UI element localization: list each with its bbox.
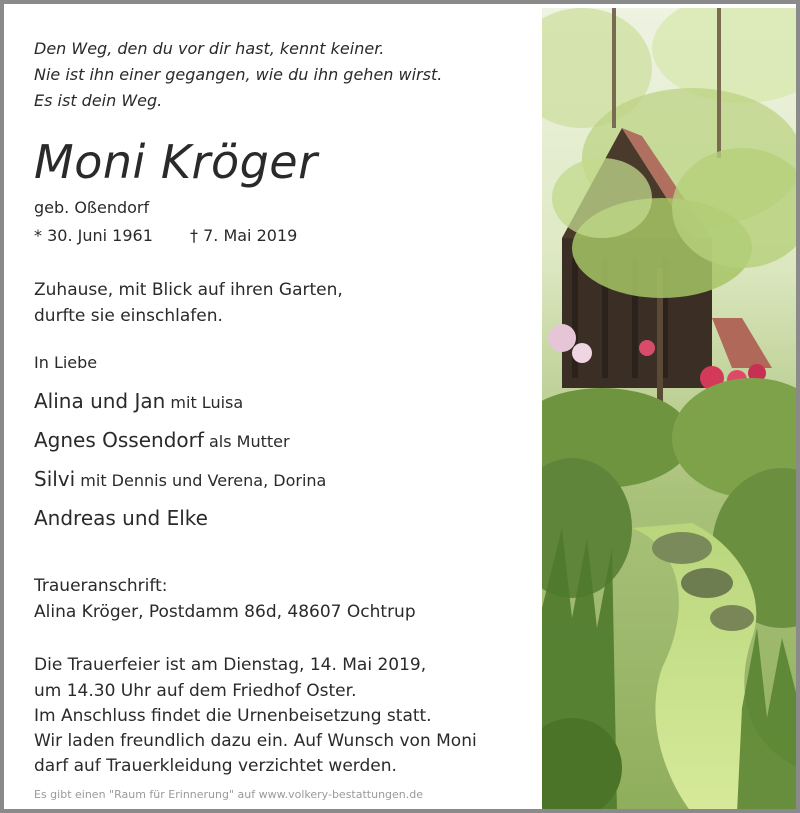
death-date: † 7. Mai 2019 bbox=[190, 226, 298, 245]
ceremony-line: um 14.30 Uhr auf dem Friedhof Oster. bbox=[34, 681, 357, 701]
birth-name: geb. Oßendorf bbox=[34, 198, 150, 217]
ceremony-line: Die Trauerfeier ist am Dienstag, 14. Mai 2019, bbox=[34, 655, 427, 675]
mourner-suffix: als Mutter bbox=[203, 432, 290, 451]
quote-line: Es ist dein Weg. bbox=[34, 91, 163, 110]
obituary-text-panel bbox=[8, 8, 542, 813]
mourner-suffix: mit Luisa bbox=[165, 393, 244, 412]
address-value: Alina Kröger, Postdamm 86d, 48607 Ochtrup bbox=[34, 602, 416, 622]
mourner-line bbox=[34, 467, 326, 491]
mourner-name: Agnes Ossendorf bbox=[34, 428, 204, 452]
mourner-name: Silvi bbox=[34, 467, 76, 491]
garden-illustration bbox=[542, 8, 800, 813]
mourner-name: Andreas und Elke bbox=[34, 506, 208, 530]
ceremony-line: darf auf Trauerkleidung verzichtet werden. bbox=[34, 756, 397, 776]
address-label: Traueranschrift: bbox=[34, 576, 168, 596]
quote-line: Nie ist ihn einer gegangen, wie du ihn gehen wirst. bbox=[34, 65, 443, 84]
mourner-line bbox=[34, 428, 290, 452]
garden-photo bbox=[542, 8, 800, 813]
mourner-line bbox=[34, 506, 208, 530]
passage-line: durfte sie einschlafen. bbox=[34, 306, 223, 326]
ceremony-line: Im Anschluss findet die Urnenbeisetzung statt. bbox=[34, 706, 432, 726]
mourners-intro: In Liebe bbox=[34, 353, 98, 372]
ceremony-line: Wir laden freundlich dazu ein. Auf Wunsch von Moni bbox=[34, 731, 477, 751]
birth-date: * 30. Juni 1961 bbox=[34, 226, 153, 245]
mourner-suffix: mit Dennis und Verena, Dorina bbox=[75, 471, 327, 490]
mourner-line bbox=[34, 389, 243, 413]
quote-line: Den Weg, den du vor dir hast, kennt keiner. bbox=[34, 39, 385, 58]
mourner-name: Alina und Jan bbox=[34, 389, 166, 413]
passage-line: Zuhause, mit Blick auf ihren Garten, bbox=[34, 280, 343, 300]
footer-note: Es gibt einen "Raum für Erinnerung" auf www.volkery-bestattungen.de bbox=[34, 788, 424, 801]
deceased-name: Moni Kröger bbox=[34, 135, 318, 189]
